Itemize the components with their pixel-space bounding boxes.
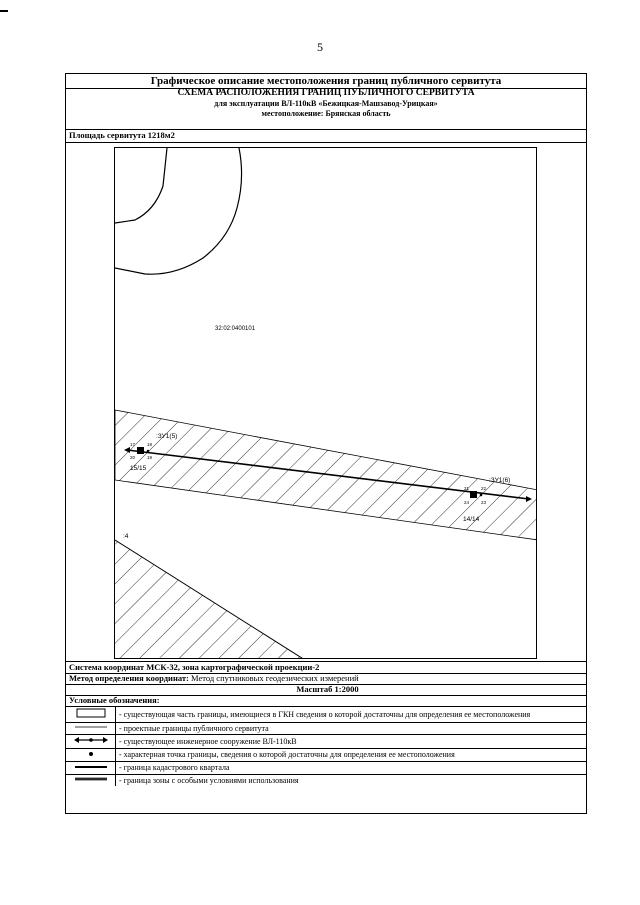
legend-text: - существующая часть границы, имеющиеся в ГКН сведения о которой достаточны для определения ее местоположения (116, 707, 587, 723)
legend-item (66, 707, 586, 723)
document-sheet (65, 73, 587, 814)
legend-table (66, 706, 586, 786)
title-main: Графическое описание местоположения границ публичного сервитута (150, 75, 502, 87)
legend-item (66, 735, 586, 749)
legend-text: - граница зоны с особыми условиями использования (116, 774, 587, 786)
point-18: 18 (147, 442, 153, 447)
power-line-icon (66, 735, 116, 749)
point-22: 22 (481, 486, 487, 491)
title-purpose: для эксплуатации ВЛ-110кВ «Бежицкая-Машзавод-Урицкая» (214, 99, 438, 108)
point-21: 21 (464, 486, 470, 491)
parcel-right-label: 14/14 (463, 516, 480, 523)
point-24: 24 (464, 500, 470, 505)
title-location: местоположение: Брянская область (261, 109, 391, 118)
outer-curve-boundary (115, 148, 242, 274)
coordinate-system: Система координат МСК-32, зона картографической проекции-2 (69, 662, 320, 672)
support-left-icon (137, 447, 144, 454)
legend-item (66, 722, 586, 735)
legend-heading: Условные обозначения: (69, 695, 160, 705)
legend-text: - проектные границы публичного сервитута (116, 722, 587, 735)
thick-line-icon (66, 762, 116, 775)
support-right-icon (470, 491, 477, 498)
inner-curve-boundary (115, 148, 167, 223)
point-17: 17 (130, 442, 136, 447)
quarter-label: 32:02:0400101 (215, 326, 256, 332)
point-23: 23 (481, 500, 487, 505)
legend-text: - граница кадастрового квартала (116, 762, 587, 775)
map-scale: Масштаб 1:2000 (296, 684, 359, 694)
legend-item (66, 762, 586, 775)
coordinate-method: Метод определения координат: Метод спутниковых геодезических измерений (69, 673, 359, 683)
legend-text: - существующее инженерное сооружение ВЛ-110кВ (116, 735, 587, 749)
zu-left-label: :ЗУ1(5) (156, 433, 178, 440)
legend-item (66, 774, 586, 786)
parcel-left-label: 15/15 (130, 465, 147, 472)
point-icon (66, 748, 116, 762)
rect-icon (66, 707, 116, 723)
point-20: 20 (130, 455, 136, 460)
title-block (66, 74, 586, 129)
thin-line-icon (66, 722, 116, 735)
zone-line-icon (66, 774, 116, 786)
corner-mark (0, 10, 8, 12)
cadastral-map (115, 148, 537, 659)
page-number: 5 (317, 40, 323, 54)
zu-right-label: :ЗУ1(6) (489, 477, 511, 484)
legend-text: - характерная точка границы, сведения о которой достаточны для определения ее местоположения (116, 748, 587, 762)
coordinate-method-value: Метод спутниковых геодезических измерений (188, 673, 359, 683)
servitude-area: Площадь сервитута 1218м2 (69, 130, 175, 140)
point-19: 19 (147, 455, 153, 460)
parcel-four-label: :4 (123, 533, 129, 540)
legend-item (66, 748, 586, 762)
title-scheme: СХЕМА РАСПОЛОЖЕНИЯ ГРАНИЦ ПУБЛИЧНОГО СЕРВИТУТА (177, 88, 475, 98)
map-frame (114, 147, 537, 659)
